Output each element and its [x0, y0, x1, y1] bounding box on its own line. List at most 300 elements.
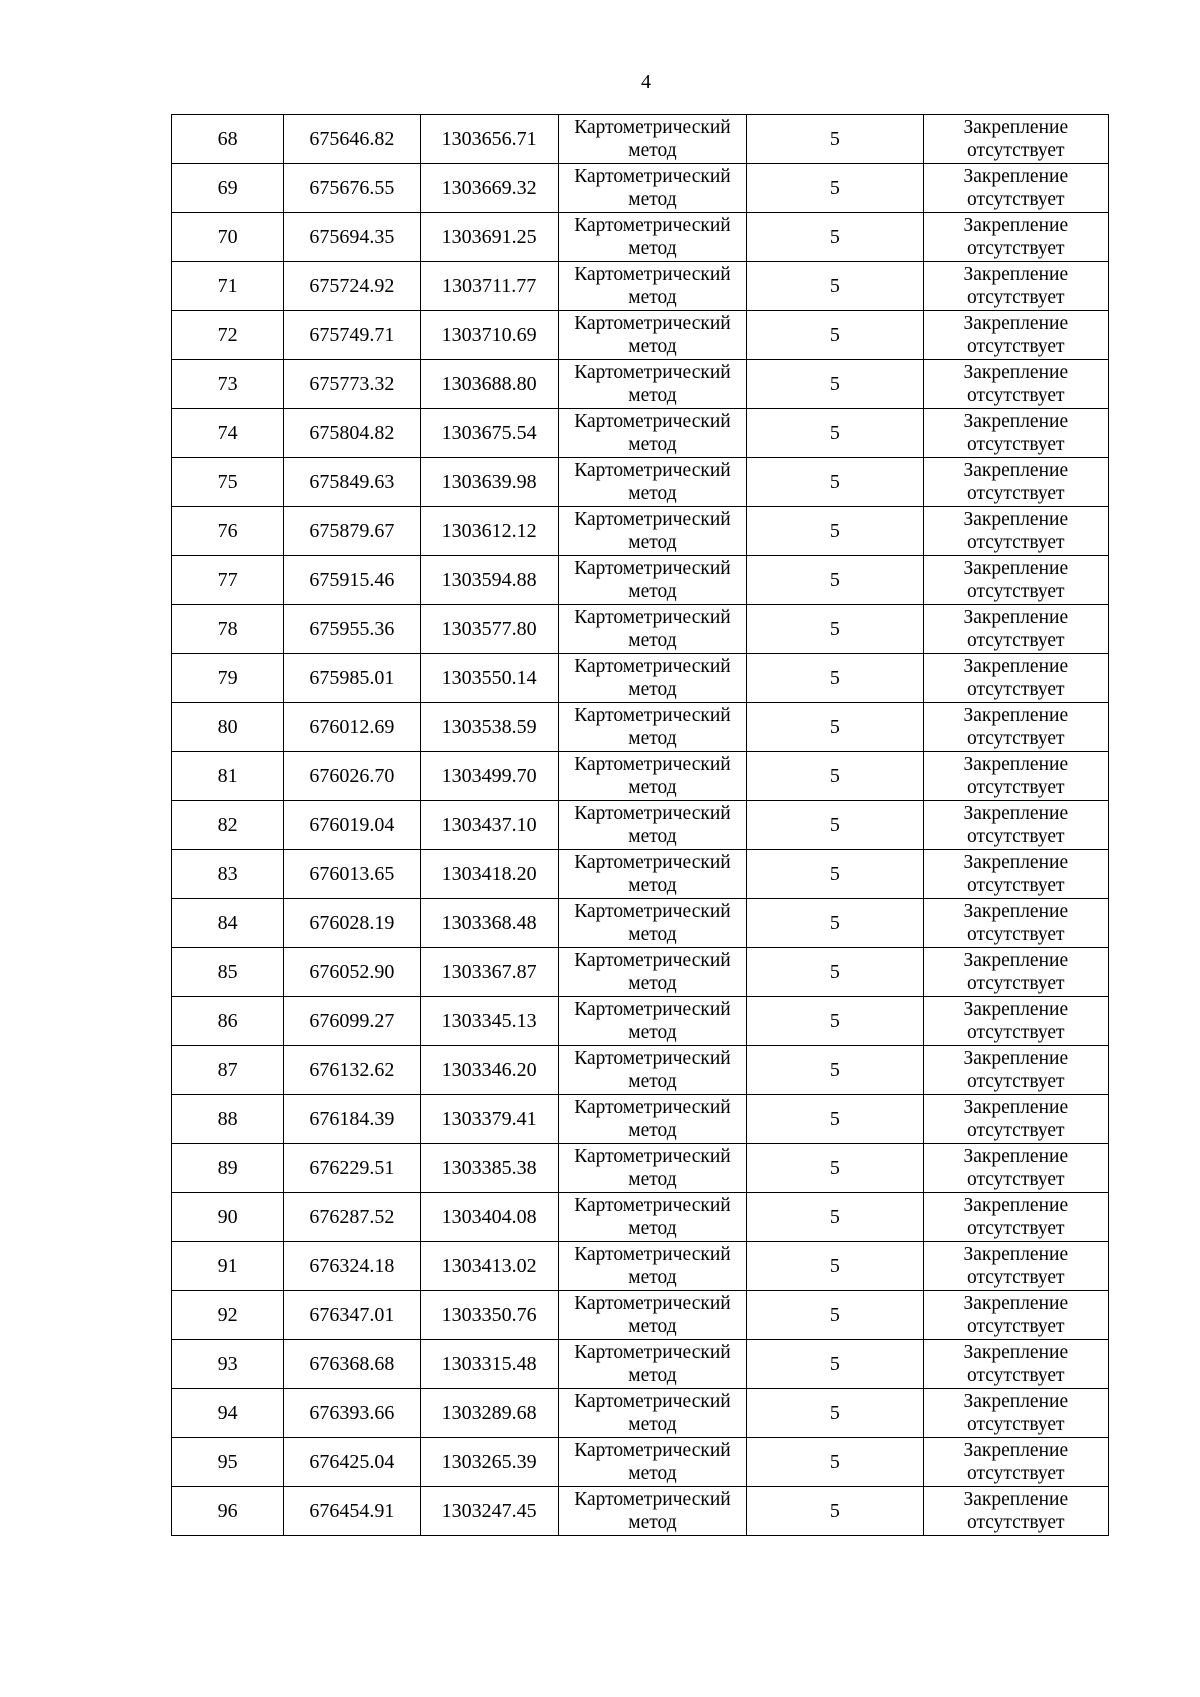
method-cell	[558, 850, 746, 899]
fixing-cell	[923, 801, 1108, 850]
method-cell-line: метод	[628, 238, 677, 259]
table-row	[172, 360, 1109, 409]
y-coordinate-cell: 1303437.10	[420, 801, 558, 850]
accuracy-cell: 5	[747, 752, 923, 801]
y-coordinate-cell: 1303577.80	[420, 605, 558, 654]
y-coordinate-cell: 1303346.20	[420, 1046, 558, 1095]
fixing-cell	[923, 752, 1108, 801]
fixing-cell-line: Закрепление	[963, 852, 1069, 873]
x-coordinate-cell: 675694.35	[284, 213, 420, 262]
accuracy-cell: 5	[747, 262, 923, 311]
method-cell-line: метод	[628, 777, 677, 798]
point-number-cell: 90	[172, 1193, 284, 1242]
fixing-cell	[923, 1095, 1108, 1144]
fixing-cell-line: отсутствует	[967, 1218, 1065, 1239]
method-cell	[558, 164, 746, 213]
point-number-cell: 88	[172, 1095, 284, 1144]
fixing-cell	[923, 997, 1108, 1046]
fixing-cell	[923, 262, 1108, 311]
fixing-cell-line: отсутствует	[967, 581, 1065, 602]
method-cell-line: метод	[628, 1267, 677, 1288]
y-coordinate-cell: 1303413.02	[420, 1242, 558, 1291]
method-cell-line: Картометрический	[574, 705, 731, 726]
fixing-cell-line: отсутствует	[967, 679, 1065, 700]
accuracy-cell: 5	[747, 1095, 923, 1144]
table-row	[172, 311, 1109, 360]
x-coordinate-cell: 675676.55	[284, 164, 420, 213]
fixing-cell-line: Закрепление	[963, 1048, 1069, 1069]
x-coordinate-cell: 675955.36	[284, 605, 420, 654]
method-cell-line: метод	[628, 287, 677, 308]
fixing-cell-line: Закрепление	[963, 558, 1069, 579]
method-cell-line: метод	[628, 385, 677, 406]
fixing-cell	[923, 1144, 1108, 1193]
fixing-cell	[923, 850, 1108, 899]
point-number-cell: 95	[172, 1438, 284, 1487]
fixing-cell	[923, 311, 1108, 360]
method-cell	[558, 409, 746, 458]
point-number-cell: 83	[172, 850, 284, 899]
x-coordinate-cell: 676347.01	[284, 1291, 420, 1340]
fixing-cell-line: Закрепление	[963, 999, 1069, 1020]
table-row	[172, 164, 1109, 213]
method-cell	[558, 899, 746, 948]
table-row	[172, 409, 1109, 458]
y-coordinate-cell: 1303379.41	[420, 1095, 558, 1144]
point-number-cell: 92	[172, 1291, 284, 1340]
method-cell-line: Картометрический	[574, 509, 731, 530]
fixing-cell-line: отсутствует	[967, 630, 1065, 651]
accuracy-cell: 5	[747, 850, 923, 899]
point-number-cell: 72	[172, 311, 284, 360]
fixing-cell-line: отсутствует	[967, 140, 1065, 161]
method-cell	[558, 1144, 746, 1193]
accuracy-cell: 5	[747, 1144, 923, 1193]
method-cell-line: Картометрический	[574, 166, 731, 187]
accuracy-cell: 5	[747, 1193, 923, 1242]
method-cell	[558, 1046, 746, 1095]
fixing-cell-line: отсутствует	[967, 777, 1065, 798]
method-cell-line: Картометрический	[574, 999, 731, 1020]
accuracy-cell: 5	[747, 997, 923, 1046]
point-number-cell: 91	[172, 1242, 284, 1291]
fixing-cell-line: Закрепление	[963, 705, 1069, 726]
table-row	[172, 654, 1109, 703]
fixing-cell-line: Закрепление	[963, 1146, 1069, 1167]
x-coordinate-cell: 676052.90	[284, 948, 420, 997]
method-cell-line: Картометрический	[574, 1293, 731, 1314]
y-coordinate-cell: 1303368.48	[420, 899, 558, 948]
y-coordinate-cell: 1303550.14	[420, 654, 558, 703]
x-coordinate-cell: 675879.67	[284, 507, 420, 556]
point-number-cell: 85	[172, 948, 284, 997]
method-cell	[558, 507, 746, 556]
x-coordinate-cell: 676026.70	[284, 752, 420, 801]
fixing-cell-line: отсутствует	[967, 1463, 1065, 1484]
fixing-cell-line: отсутствует	[967, 826, 1065, 847]
fixing-cell-line: Закрепление	[963, 362, 1069, 383]
method-cell-line: метод	[628, 1120, 677, 1141]
point-number-cell: 75	[172, 458, 284, 507]
fixing-cell-line: Закрепление	[963, 656, 1069, 677]
x-coordinate-cell: 675724.92	[284, 262, 420, 311]
method-cell-line: метод	[628, 483, 677, 504]
accuracy-cell: 5	[747, 899, 923, 948]
method-cell-line: Картометрический	[574, 607, 731, 628]
method-cell-line: метод	[628, 581, 677, 602]
accuracy-cell: 5	[747, 1242, 923, 1291]
fixing-cell	[923, 164, 1108, 213]
table-row	[172, 1340, 1109, 1389]
method-cell-line: Картометрический	[574, 1489, 731, 1510]
fixing-cell-line: Закрепление	[963, 1244, 1069, 1265]
method-cell-line: метод	[628, 1316, 677, 1337]
fixing-cell-line: Закрепление	[963, 1391, 1069, 1412]
method-cell	[558, 1291, 746, 1340]
accuracy-cell: 5	[747, 311, 923, 360]
table-row	[172, 1193, 1109, 1242]
fixing-cell-line: отсутствует	[967, 532, 1065, 553]
fixing-cell	[923, 703, 1108, 752]
accuracy-cell: 5	[747, 801, 923, 850]
method-cell	[558, 752, 746, 801]
method-cell-line: метод	[628, 924, 677, 945]
method-cell-line: Картометрический	[574, 803, 731, 824]
x-coordinate-cell: 676454.91	[284, 1487, 420, 1536]
y-coordinate-cell: 1303265.39	[420, 1438, 558, 1487]
y-coordinate-cell: 1303315.48	[420, 1340, 558, 1389]
y-coordinate-cell: 1303404.08	[420, 1193, 558, 1242]
fixing-cell	[923, 1193, 1108, 1242]
y-coordinate-cell: 1303675.54	[420, 409, 558, 458]
method-cell	[558, 213, 746, 262]
accuracy-cell: 5	[747, 115, 923, 164]
method-cell-line: Картометрический	[574, 264, 731, 285]
accuracy-cell: 5	[747, 948, 923, 997]
x-coordinate-cell: 675804.82	[284, 409, 420, 458]
x-coordinate-cell: 676132.62	[284, 1046, 420, 1095]
method-cell	[558, 948, 746, 997]
page-number: 4	[641, 71, 651, 93]
y-coordinate-cell: 1303289.68	[420, 1389, 558, 1438]
fixing-cell-line: отсутствует	[967, 1316, 1065, 1337]
fixing-cell-line: Закрепление	[963, 803, 1069, 824]
x-coordinate-cell: 675915.46	[284, 556, 420, 605]
y-coordinate-cell: 1303499.70	[420, 752, 558, 801]
y-coordinate-cell: 1303367.87	[420, 948, 558, 997]
method-cell-line: метод	[628, 630, 677, 651]
x-coordinate-cell: 676013.65	[284, 850, 420, 899]
fixing-cell-line: отсутствует	[967, 1267, 1065, 1288]
method-cell-line: Картометрический	[574, 1048, 731, 1069]
method-cell	[558, 605, 746, 654]
method-cell	[558, 1438, 746, 1487]
fixing-cell	[923, 654, 1108, 703]
fixing-cell	[923, 213, 1108, 262]
y-coordinate-cell: 1303710.69	[420, 311, 558, 360]
fixing-cell-line: отсутствует	[967, 385, 1065, 406]
method-cell-line: Картометрический	[574, 754, 731, 775]
method-cell	[558, 654, 746, 703]
accuracy-cell: 5	[747, 556, 923, 605]
fixing-cell-line: отсутствует	[967, 924, 1065, 945]
x-coordinate-cell: 676368.68	[284, 1340, 420, 1389]
fixing-cell-line: отсутствует	[967, 1120, 1065, 1141]
y-coordinate-cell: 1303691.25	[420, 213, 558, 262]
fixing-cell	[923, 360, 1108, 409]
fixing-cell-line: отсутствует	[967, 189, 1065, 210]
fixing-cell	[923, 1046, 1108, 1095]
table-row	[172, 801, 1109, 850]
method-cell	[558, 801, 746, 850]
fixing-cell-line: отсутствует	[967, 973, 1065, 994]
method-cell	[558, 1095, 746, 1144]
point-number-cell: 80	[172, 703, 284, 752]
fixing-cell-line: Закрепление	[963, 1342, 1069, 1363]
point-number-cell: 70	[172, 213, 284, 262]
point-number-cell: 93	[172, 1340, 284, 1389]
point-number-cell: 87	[172, 1046, 284, 1095]
fixing-cell-line: Закрепление	[963, 607, 1069, 628]
accuracy-cell: 5	[747, 1438, 923, 1487]
point-number-cell: 78	[172, 605, 284, 654]
method-cell-line: метод	[628, 140, 677, 161]
accuracy-cell: 5	[747, 409, 923, 458]
method-cell-line: метод	[628, 1414, 677, 1435]
fixing-cell	[923, 1487, 1108, 1536]
accuracy-cell: 5	[747, 507, 923, 556]
method-cell-line: Картометрический	[574, 558, 731, 579]
fixing-cell-line: отсутствует	[967, 875, 1065, 896]
table-row	[172, 1389, 1109, 1438]
y-coordinate-cell: 1303247.45	[420, 1487, 558, 1536]
fixing-cell-line: Закрепление	[963, 411, 1069, 432]
point-number-cell: 71	[172, 262, 284, 311]
coordinates-table	[171, 114, 1109, 1536]
fixing-cell-line: отсутствует	[967, 728, 1065, 749]
method-cell-line: Картометрический	[574, 362, 731, 383]
y-coordinate-cell: 1303418.20	[420, 850, 558, 899]
fixing-cell-line: Закрепление	[963, 1097, 1069, 1118]
fixing-cell	[923, 458, 1108, 507]
method-cell	[558, 1242, 746, 1291]
method-cell-line: Картометрический	[574, 1391, 731, 1412]
method-cell-line: метод	[628, 1463, 677, 1484]
method-cell-line: метод	[628, 875, 677, 896]
point-number-cell: 96	[172, 1487, 284, 1536]
point-number-cell: 81	[172, 752, 284, 801]
method-cell-line: Картометрический	[574, 1244, 731, 1265]
y-coordinate-cell: 1303350.76	[420, 1291, 558, 1340]
fixing-cell-line: Закрепление	[963, 117, 1069, 138]
method-cell	[558, 997, 746, 1046]
fixing-cell-line: Закрепление	[963, 1489, 1069, 1510]
fixing-cell-line: отсутствует	[967, 287, 1065, 308]
fixing-cell-line: отсутствует	[967, 483, 1065, 504]
coordinates-table-body	[172, 115, 1109, 1536]
fixing-cell-line: отсутствует	[967, 238, 1065, 259]
table-row	[172, 458, 1109, 507]
method-cell-line: Картометрический	[574, 1195, 731, 1216]
accuracy-cell: 5	[747, 703, 923, 752]
method-cell-line: Картометрический	[574, 1097, 731, 1118]
method-cell-line: Картометрический	[574, 1342, 731, 1363]
method-cell-line: Картометрический	[574, 215, 731, 236]
method-cell-line: метод	[628, 434, 677, 455]
method-cell-line: метод	[628, 1071, 677, 1092]
fixing-cell-line: отсутствует	[967, 1365, 1065, 1386]
fixing-cell	[923, 115, 1108, 164]
fixing-cell	[923, 1438, 1108, 1487]
fixing-cell	[923, 1340, 1108, 1389]
fixing-cell-line: Закрепление	[963, 950, 1069, 971]
method-cell-line: Картометрический	[574, 1146, 731, 1167]
table-row	[172, 115, 1109, 164]
fixing-cell	[923, 556, 1108, 605]
accuracy-cell: 5	[747, 1340, 923, 1389]
method-cell	[558, 1487, 746, 1536]
y-coordinate-cell: 1303385.38	[420, 1144, 558, 1193]
table-row	[172, 1291, 1109, 1340]
fixing-cell-line: Закрепление	[963, 754, 1069, 775]
table-row	[172, 556, 1109, 605]
method-cell-line: метод	[628, 336, 677, 357]
method-cell-line: метод	[628, 532, 677, 553]
method-cell-line: Картометрический	[574, 411, 731, 432]
x-coordinate-cell: 676287.52	[284, 1193, 420, 1242]
method-cell-line: Картометрический	[574, 656, 731, 677]
table-row	[172, 1242, 1109, 1291]
table-row	[172, 703, 1109, 752]
point-number-cell: 69	[172, 164, 284, 213]
method-cell-line: метод	[628, 1512, 677, 1533]
table-row	[172, 213, 1109, 262]
fixing-cell	[923, 507, 1108, 556]
x-coordinate-cell: 676393.66	[284, 1389, 420, 1438]
fixing-cell-line: Закрепление	[963, 215, 1069, 236]
y-coordinate-cell: 1303594.88	[420, 556, 558, 605]
x-coordinate-cell: 675646.82	[284, 115, 420, 164]
fixing-cell-line: Закрепление	[963, 1440, 1069, 1461]
method-cell-line: Картометрический	[574, 313, 731, 334]
fixing-cell	[923, 605, 1108, 654]
method-cell	[558, 1389, 746, 1438]
table-row	[172, 1095, 1109, 1144]
method-cell	[558, 311, 746, 360]
fixing-cell-line: отсутствует	[967, 1169, 1065, 1190]
x-coordinate-cell: 675749.71	[284, 311, 420, 360]
accuracy-cell: 5	[747, 213, 923, 262]
table-row	[172, 899, 1109, 948]
method-cell-line: метод	[628, 1365, 677, 1386]
method-cell	[558, 115, 746, 164]
point-number-cell: 79	[172, 654, 284, 703]
table-row	[172, 1438, 1109, 1487]
fixing-cell-line: Закрепление	[963, 1195, 1069, 1216]
fixing-cell-line: Закрепление	[963, 166, 1069, 187]
method-cell	[558, 1193, 746, 1242]
method-cell-line: метод	[628, 1169, 677, 1190]
point-number-cell: 73	[172, 360, 284, 409]
fixing-cell-line: отсутствует	[967, 1414, 1065, 1435]
accuracy-cell: 5	[747, 360, 923, 409]
fixing-cell-line: отсутствует	[967, 434, 1065, 455]
method-cell-line: метод	[628, 728, 677, 749]
y-coordinate-cell: 1303688.80	[420, 360, 558, 409]
fixing-cell	[923, 948, 1108, 997]
y-coordinate-cell: 1303639.98	[420, 458, 558, 507]
fixing-cell-line: Закрепление	[963, 460, 1069, 481]
table-row	[172, 507, 1109, 556]
accuracy-cell: 5	[747, 1046, 923, 1095]
method-cell-line: Картометрический	[574, 950, 731, 971]
x-coordinate-cell: 676019.04	[284, 801, 420, 850]
method-cell-line: метод	[628, 1022, 677, 1043]
point-number-cell: 68	[172, 115, 284, 164]
table-row	[172, 1144, 1109, 1193]
accuracy-cell: 5	[747, 1487, 923, 1536]
table-row	[172, 605, 1109, 654]
method-cell-line: метод	[628, 679, 677, 700]
method-cell-line: метод	[628, 1218, 677, 1239]
point-number-cell: 76	[172, 507, 284, 556]
method-cell-line: метод	[628, 973, 677, 994]
fixing-cell-line: Закрепление	[963, 509, 1069, 530]
x-coordinate-cell: 675773.32	[284, 360, 420, 409]
y-coordinate-cell: 1303538.59	[420, 703, 558, 752]
x-coordinate-cell: 676324.18	[284, 1242, 420, 1291]
table-row	[172, 1046, 1109, 1095]
method-cell-line: Картометрический	[574, 852, 731, 873]
point-number-cell: 74	[172, 409, 284, 458]
y-coordinate-cell: 1303669.32	[420, 164, 558, 213]
y-coordinate-cell: 1303656.71	[420, 115, 558, 164]
y-coordinate-cell: 1303711.77	[420, 262, 558, 311]
accuracy-cell: 5	[747, 164, 923, 213]
accuracy-cell: 5	[747, 654, 923, 703]
method-cell-line: Картометрический	[574, 901, 731, 922]
accuracy-cell: 5	[747, 1291, 923, 1340]
x-coordinate-cell: 676099.27	[284, 997, 420, 1046]
fixing-cell-line: отсутствует	[967, 336, 1065, 357]
point-number-cell: 84	[172, 899, 284, 948]
x-coordinate-cell: 676425.04	[284, 1438, 420, 1487]
point-number-cell: 82	[172, 801, 284, 850]
method-cell	[558, 360, 746, 409]
table-row	[172, 850, 1109, 899]
accuracy-cell: 5	[747, 458, 923, 507]
fixing-cell-line: отсутствует	[967, 1022, 1065, 1043]
table-row	[172, 997, 1109, 1046]
method-cell	[558, 556, 746, 605]
method-cell	[558, 1340, 746, 1389]
point-number-cell: 94	[172, 1389, 284, 1438]
fixing-cell-line: отсутствует	[967, 1512, 1065, 1533]
fixing-cell-line: Закрепление	[963, 901, 1069, 922]
method-cell-line: Картометрический	[574, 1440, 731, 1461]
method-cell-line: метод	[628, 826, 677, 847]
accuracy-cell: 5	[747, 605, 923, 654]
y-coordinate-cell: 1303345.13	[420, 997, 558, 1046]
fixing-cell-line: Закрепление	[963, 264, 1069, 285]
table-row	[172, 948, 1109, 997]
fixing-cell	[923, 1242, 1108, 1291]
x-coordinate-cell: 676229.51	[284, 1144, 420, 1193]
table-row	[172, 1487, 1109, 1536]
fixing-cell-line: Закрепление	[963, 1293, 1069, 1314]
fixing-cell	[923, 1291, 1108, 1340]
x-coordinate-cell: 676184.39	[284, 1095, 420, 1144]
